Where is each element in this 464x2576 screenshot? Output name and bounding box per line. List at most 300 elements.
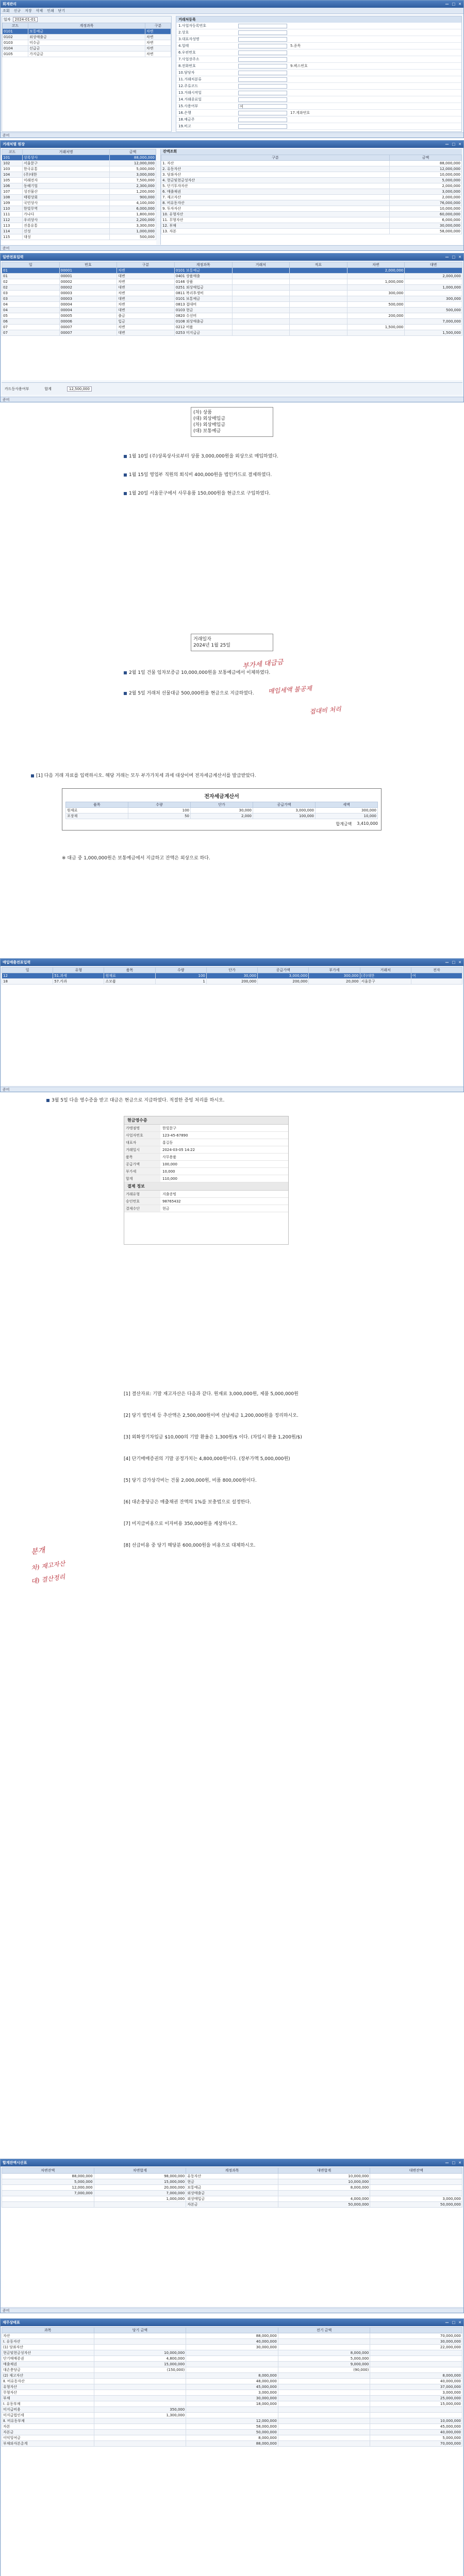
question-section-2 — [0, 773, 464, 943]
maximize-icon[interactable]: □ — [452, 2, 456, 6]
entry-line: (대) 외상매입금 — [193, 416, 226, 421]
table-row[interactable] — [2, 285, 462, 291]
table-row[interactable] — [2, 2379, 462, 2384]
table-row[interactable] — [2, 2367, 462, 2373]
maximize-icon[interactable]: □ — [452, 142, 456, 146]
column-header[interactable]: 공급가액 — [258, 968, 309, 973]
table-cell — [186, 2413, 278, 2418]
table-row[interactable] — [2, 268, 462, 274]
column-header[interactable]: 구분 — [161, 155, 390, 161]
table-cell: (2) 재고자산 — [2, 2373, 94, 2379]
form-input[interactable] — [238, 30, 287, 35]
column-header[interactable]: 대변 — [405, 262, 462, 268]
table-cell: 유동자산 — [186, 2174, 278, 2179]
table-row[interactable] — [2, 189, 156, 195]
table-cell: 3,000,000 — [370, 2390, 462, 2396]
form-input[interactable] — [238, 24, 287, 28]
window-controls — [445, 2319, 462, 2326]
form-row — [176, 43, 461, 49]
table-cell: 2,000,000 — [390, 195, 462, 200]
table-row[interactable] — [2, 206, 156, 212]
table-row[interactable] — [2, 2424, 462, 2430]
table-row[interactable] — [2, 2418, 462, 2424]
table-row[interactable] — [161, 223, 462, 229]
maximize-icon[interactable]: □ — [452, 2320, 456, 2325]
table-cell — [347, 308, 405, 313]
column-header[interactable]: 유형 — [53, 968, 104, 973]
table-row[interactable] — [161, 229, 462, 234]
table-row[interactable] — [161, 172, 462, 178]
column-header[interactable]: 거래처 — [360, 968, 411, 973]
table-cell — [370, 2185, 462, 2191]
table-cell: 3,300,000 — [110, 223, 156, 229]
column-header[interactable]: 구분 — [145, 23, 171, 29]
table-cell — [278, 2373, 370, 2379]
settlement-item: [3] 외화장기차입금 $10,000의 기말 환율은 1,300원/$ 이다. (차입시 환율 1,200원/$) — [124, 1435, 302, 1440]
question-bullet: 1월 15일 영업부 직원의 회식비 400,000원을 법인카드로 결제하였다. — [124, 472, 412, 478]
form-label: 18.예금주 — [178, 117, 195, 122]
maximize-icon[interactable]: □ — [452, 255, 456, 259]
table-row[interactable] — [2, 166, 156, 172]
table-row[interactable] — [2, 2202, 462, 2208]
receipt-key: 품목 — [124, 1154, 160, 1160]
balance-sheet-window — [0, 2318, 464, 2576]
table-row[interactable] — [2, 212, 156, 217]
account-table — [2, 23, 171, 57]
table-row[interactable] — [161, 217, 462, 223]
toolbar-delete-button[interactable]: 삭제 — [36, 9, 43, 13]
entry-line: (대) 보통예금 — [193, 429, 221, 434]
column-header[interactable]: 단가 — [206, 968, 257, 973]
table-cell: 105 — [2, 178, 23, 183]
minimize-icon[interactable]: — — [445, 2, 449, 6]
table-row[interactable] — [2, 2356, 462, 2362]
table-row[interactable] — [2, 302, 462, 308]
table-row[interactable] — [2, 200, 156, 206]
table-cell — [232, 279, 290, 285]
table-cell: 차변 — [145, 35, 171, 40]
table-cell: 18,000,000 — [186, 2401, 278, 2407]
table-cell: 11. 무형자산 — [161, 217, 390, 223]
trial-grid-panel — [2, 2167, 462, 2307]
column-header[interactable]: 전자 — [411, 968, 462, 973]
table-row[interactable] — [161, 195, 462, 200]
close-icon[interactable]: ✕ — [458, 142, 461, 146]
window-controls — [445, 959, 462, 966]
form-input[interactable] — [238, 77, 287, 82]
table-row[interactable] — [2, 2333, 462, 2339]
receipt-key: 가맹점명 — [124, 1125, 160, 1131]
table-cell: 미래전자 — [23, 178, 110, 183]
table-cell — [411, 979, 462, 985]
column-header[interactable]: 코드 — [3, 23, 28, 29]
table-row[interactable] — [2, 229, 156, 234]
table-cell — [405, 302, 462, 308]
table-row[interactable] — [2, 2401, 462, 2407]
table-cell: 00003 — [59, 296, 117, 302]
bs-grid-panel — [2, 2327, 462, 2576]
table-cell: 차변 — [117, 325, 175, 330]
table-cell: 115 — [2, 234, 23, 240]
column-header[interactable]: 일 — [2, 968, 53, 973]
table-row[interactable] — [2, 2407, 462, 2413]
table-cell — [278, 2401, 370, 2407]
table-cell: 차변 — [117, 279, 175, 285]
close-icon[interactable]: ✕ — [458, 960, 461, 964]
column-header[interactable]: 번호 — [59, 262, 117, 268]
column-header[interactable]: 계정과목 — [28, 23, 145, 29]
entry-line: (차) 외상매입금 — [193, 422, 226, 428]
table-cell — [94, 2441, 186, 2447]
column-header[interactable]: 수량 — [128, 802, 191, 808]
column-header[interactable]: 코드 — [2, 149, 23, 155]
table-cell: 13. 자본 — [161, 229, 390, 234]
table-row[interactable] — [2, 330, 462, 336]
table-row[interactable] — [2, 195, 156, 200]
column-header[interactable] — [370, 2328, 462, 2333]
table-row[interactable] — [2, 325, 462, 330]
column-header[interactable]: 차변합계 — [94, 2168, 186, 2174]
receipt-value: 110,000 — [162, 1176, 177, 1181]
table-cell — [232, 274, 290, 279]
column-header[interactable]: 공급가액 — [253, 802, 316, 808]
invoice-total-value: 3,410,000 — [357, 821, 378, 826]
column-header[interactable]: 계정과목 — [174, 262, 232, 268]
table-cell: 대성 — [23, 234, 110, 240]
form-input[interactable]: 여 — [238, 104, 287, 109]
table-row[interactable] — [2, 979, 462, 985]
table-row[interactable] — [2, 161, 156, 166]
table-cell: 부채 — [2, 2396, 94, 2401]
table-row[interactable] — [2, 313, 462, 319]
table-cell: 7,500,000 — [110, 178, 156, 183]
date-input[interactable]: 2024-01-01 — [13, 17, 38, 22]
table-cell: 6. 매출채권 — [161, 189, 390, 195]
table-cell: 0105 — [3, 52, 28, 57]
window-title: 일반전표입력 — [3, 255, 24, 259]
table-cell: 00007 — [59, 325, 117, 330]
column-header[interactable]: 대변잔액 — [370, 2168, 462, 2174]
table-cell: 원재료 — [66, 808, 128, 814]
table-row[interactable] — [2, 279, 462, 285]
date-box-value: 2024년 1월 25일 — [193, 643, 230, 648]
column-header[interactable]: 금액 — [110, 149, 156, 155]
table-row[interactable] — [161, 206, 462, 212]
table-row[interactable] — [161, 189, 462, 195]
table-row[interactable] — [2, 2384, 462, 2390]
table-cell: 국민상사 — [23, 200, 110, 206]
table-cell: 57.카과 — [53, 979, 104, 985]
table-row[interactable] — [2, 2396, 462, 2401]
table-cell: 3,000,000 — [186, 2390, 278, 2396]
table-row[interactable] — [161, 183, 462, 189]
table-row[interactable] — [2, 2174, 462, 2179]
table-cell — [94, 2379, 186, 2384]
form-input[interactable] — [238, 111, 287, 115]
receipt-key: 결제수단 — [124, 1205, 160, 1212]
table-row[interactable] — [2, 178, 156, 183]
table-cell: 25,000,000 — [370, 2396, 462, 2401]
table-row[interactable] — [3, 29, 171, 35]
toolbar-save-button[interactable]: 저장 — [25, 9, 32, 13]
minimize-icon[interactable]: — — [445, 2320, 449, 2325]
receipt-key: 합계 — [124, 1175, 160, 1182]
minimize-icon[interactable]: — — [445, 142, 449, 146]
table-cell: 진흥유통 — [23, 223, 110, 229]
titlebar — [1, 2159, 463, 2166]
maximize-icon[interactable]: □ — [452, 960, 456, 964]
column-header[interactable]: 구분 — [117, 262, 175, 268]
table-row[interactable] — [2, 2350, 462, 2356]
table-cell: 차변 — [117, 302, 175, 308]
column-header[interactable]: 적요 — [290, 262, 347, 268]
form-input[interactable] — [238, 71, 287, 75]
table-cell: 0820 수선비 — [174, 313, 232, 319]
column-header[interactable]: 부가세 — [309, 968, 360, 973]
table-cell: 113 — [2, 223, 23, 229]
column-header[interactable]: 거래처 — [232, 262, 290, 268]
question-bullet: 2월 5일 거래처 선물대금 500,000원을 현금으로 지급하였다. — [124, 690, 412, 697]
table-cell: 15,000,000 — [94, 2179, 186, 2185]
form-row — [176, 76, 461, 83]
receipt-row — [124, 1161, 288, 1168]
table-cell: 88,000,000 — [110, 155, 156, 161]
table-cell: (1) 당좌자산 — [2, 2345, 94, 2350]
column-header[interactable]: 과목 — [2, 2328, 94, 2333]
column-header[interactable]: 당기 금액 — [94, 2328, 186, 2333]
table-cell: 88,000,000 — [2, 2174, 94, 2179]
table-cell: 0103 — [3, 40, 28, 46]
table-cell: 10,000,000 — [370, 2418, 462, 2424]
column-header[interactable]: 품목 — [66, 802, 128, 808]
table-cell — [290, 279, 347, 285]
table-cell: 88,000,000 — [186, 2441, 278, 2447]
table-row[interactable] — [2, 2185, 462, 2191]
table-cell: 106 — [2, 183, 23, 189]
table-cell: 20,000 — [309, 979, 360, 985]
column-header[interactable]: 수량 — [155, 968, 206, 973]
table-row[interactable] — [2, 2435, 462, 2441]
receipt-row — [124, 1205, 288, 1212]
balance-title: 잔액조회 — [161, 149, 462, 155]
table-row[interactable] — [161, 200, 462, 206]
table-cell — [290, 285, 347, 291]
column-header[interactable]: 대변합계 — [278, 2168, 370, 2174]
form-input[interactable] — [238, 84, 287, 89]
table-row[interactable] — [161, 178, 462, 183]
table-cell: 9. 투자자산 — [161, 206, 390, 212]
handwritten-note: 차) 재고자산 — [30, 1560, 66, 1572]
table-row[interactable] — [2, 2362, 462, 2367]
table-row[interactable] — [2, 2430, 462, 2435]
settlement-item: [7] 미지급비용으로 이자비용 350,000원을 계상하시오. — [124, 1521, 238, 1527]
table-cell — [232, 268, 290, 274]
receipt-value: 지출증빙 — [162, 1192, 177, 1196]
form-input[interactable] — [238, 91, 287, 95]
table-cell: 부채와자본총계 — [2, 2441, 94, 2447]
bullet-icon — [124, 455, 127, 458]
table-cell: 출금 — [117, 313, 175, 319]
table-cell: 60,000,000 — [390, 212, 462, 217]
toolbar — [1, 8, 463, 14]
table-cell: 100,000 — [253, 814, 316, 819]
form-row — [176, 63, 461, 70]
table-cell: 6,000,000 — [390, 217, 462, 223]
table-row[interactable] — [2, 308, 462, 313]
table-row[interactable] — [161, 212, 462, 217]
sales-table — [2, 967, 462, 985]
table-cell — [278, 2407, 370, 2413]
receipt-row — [124, 1175, 288, 1182]
table-cell: Ⅰ. 유동자산 — [2, 2339, 94, 2345]
table-cell — [278, 2345, 370, 2350]
toolbar-close-button[interactable]: 닫기 — [58, 9, 65, 13]
settlement-item: [6] 대손충당금은 매출채권 잔액의 1%를 보충법으로 설정한다. — [124, 1500, 252, 1505]
maximize-icon[interactable]: □ — [452, 2161, 456, 2165]
form-input[interactable] — [238, 124, 287, 129]
table-row[interactable] — [2, 155, 156, 161]
form-input[interactable] — [238, 37, 287, 42]
table-row[interactable] — [2, 2441, 462, 2447]
table-row[interactable] — [2, 2196, 462, 2202]
form-row — [176, 110, 461, 116]
table-row[interactable] — [161, 161, 462, 166]
column-header[interactable]: 차변잔액 — [2, 2168, 94, 2174]
minimize-icon[interactable]: — — [445, 255, 449, 259]
form-label: 12.주류코드 — [178, 84, 198, 88]
table-row[interactable] — [2, 234, 156, 240]
column-header[interactable]: 차변 — [347, 262, 405, 268]
balance-panel — [160, 149, 462, 245]
receipt-row — [124, 1125, 288, 1132]
table-row[interactable] — [2, 973, 462, 979]
table-row[interactable] — [2, 223, 156, 229]
table-row[interactable] — [66, 808, 378, 814]
table-row[interactable] — [2, 2345, 462, 2350]
toolbar-query-button[interactable]: 조회 — [3, 9, 10, 13]
table-row[interactable] — [2, 2390, 462, 2396]
form-title: 거래처등록 — [176, 16, 461, 23]
table-cell: 대변 — [117, 274, 175, 279]
table-row[interactable] — [2, 183, 156, 189]
table-cell: 30,000,000 — [186, 2345, 278, 2350]
table-cell: 12. 부채 — [161, 223, 390, 229]
table-row[interactable] — [3, 52, 171, 57]
table-row[interactable] — [3, 46, 171, 52]
table-cell: 05 — [2, 313, 60, 319]
column-header[interactable]: 품목 — [104, 968, 155, 973]
table-row[interactable] — [2, 2191, 462, 2196]
table-row[interactable] — [3, 35, 171, 40]
table-cell: 102 — [2, 161, 23, 166]
table-row[interactable] — [2, 2339, 462, 2345]
close-icon[interactable]: ✕ — [458, 2320, 461, 2325]
table-cell: 0811 복리후생비 — [174, 291, 232, 296]
column-header[interactable]: 세액 — [316, 802, 378, 808]
form-input[interactable] — [238, 117, 287, 122]
window-title: 회계관리 — [3, 2, 17, 6]
form-row — [176, 56, 461, 63]
minimize-icon[interactable]: — — [445, 960, 449, 964]
client-form-panel — [176, 16, 462, 132]
table-cell: 00005 — [59, 313, 117, 319]
table-cell: 차변 — [117, 291, 175, 296]
column-header[interactable]: 거래처명 — [23, 149, 110, 155]
form-input[interactable] — [238, 64, 287, 69]
form-label: 15.사용여부 — [178, 104, 198, 108]
toolbar-print-button[interactable]: 인쇄 — [47, 9, 54, 13]
titlebar — [1, 141, 463, 148]
column-header[interactable]: 금액 — [390, 155, 462, 161]
table-cell — [278, 2390, 370, 2396]
table-cell: 9,000,000 — [278, 2362, 370, 2367]
table-row[interactable] — [2, 2179, 462, 2185]
close-icon[interactable]: ✕ — [458, 2, 461, 6]
table-row[interactable] — [2, 291, 462, 296]
close-icon[interactable]: ✕ — [458, 255, 461, 259]
table-row[interactable] — [2, 217, 156, 223]
column-header[interactable]: 일 — [2, 262, 60, 268]
table-row[interactable] — [2, 296, 462, 302]
table-row[interactable] — [2, 2373, 462, 2379]
table-cell: 8,000,000 — [370, 2373, 462, 2379]
form-input[interactable] — [238, 97, 287, 102]
column-header[interactable]: 전기 금액 — [278, 2328, 370, 2333]
table-cell: 50,000,000 — [278, 2202, 370, 2208]
table-cell: 00001 — [59, 268, 117, 274]
table-cell: 15,000,000 — [370, 2401, 462, 2407]
table-cell: 12,000,000 — [110, 161, 156, 166]
table-cell: 2,300,000 — [110, 183, 156, 189]
minimize-icon[interactable]: — — [445, 2161, 449, 2165]
table-cell: 00006 — [59, 319, 117, 325]
accounting-window — [0, 0, 464, 138]
form-input[interactable] — [238, 57, 287, 62]
column-header[interactable] — [186, 2328, 278, 2333]
toolbar-new-button[interactable]: 신규 — [13, 9, 21, 13]
client-table — [2, 149, 156, 240]
table-cell — [370, 2174, 462, 2179]
table-cell — [186, 2356, 278, 2362]
close-icon[interactable]: ✕ — [458, 2161, 461, 2165]
table-row[interactable] — [2, 274, 462, 279]
form-input[interactable] — [238, 44, 287, 48]
table-row[interactable] — [2, 319, 462, 325]
table-cell — [370, 2367, 462, 2373]
table-cell: 30,000 — [206, 973, 257, 979]
table-row[interactable] — [161, 166, 462, 172]
table-cell: 30,000,000 — [186, 2396, 278, 2401]
form-label: 8.전화번호 — [178, 64, 196, 68]
form-row — [176, 103, 461, 110]
table-cell — [232, 313, 290, 319]
form-input[interactable] — [238, 50, 287, 55]
table-cell: 103 — [2, 166, 23, 172]
table-cell: 0103 현금 — [174, 308, 232, 313]
column-header[interactable]: 단가 — [191, 802, 253, 808]
table-cell — [94, 2396, 186, 2401]
form-sublabel: 17.계좌번호 — [290, 111, 310, 115]
table-cell: 07 — [2, 325, 60, 330]
column-header[interactable]: 계정과목 — [186, 2168, 278, 2174]
table-cell — [290, 325, 347, 330]
table-row[interactable] — [2, 172, 156, 178]
payment-header: 결제 정보 — [124, 1182, 288, 1191]
table-row[interactable] — [3, 40, 171, 46]
table-row[interactable] — [66, 814, 378, 819]
table-row[interactable] — [2, 2413, 462, 2418]
table-cell: 10,000,000 — [278, 2179, 370, 2185]
